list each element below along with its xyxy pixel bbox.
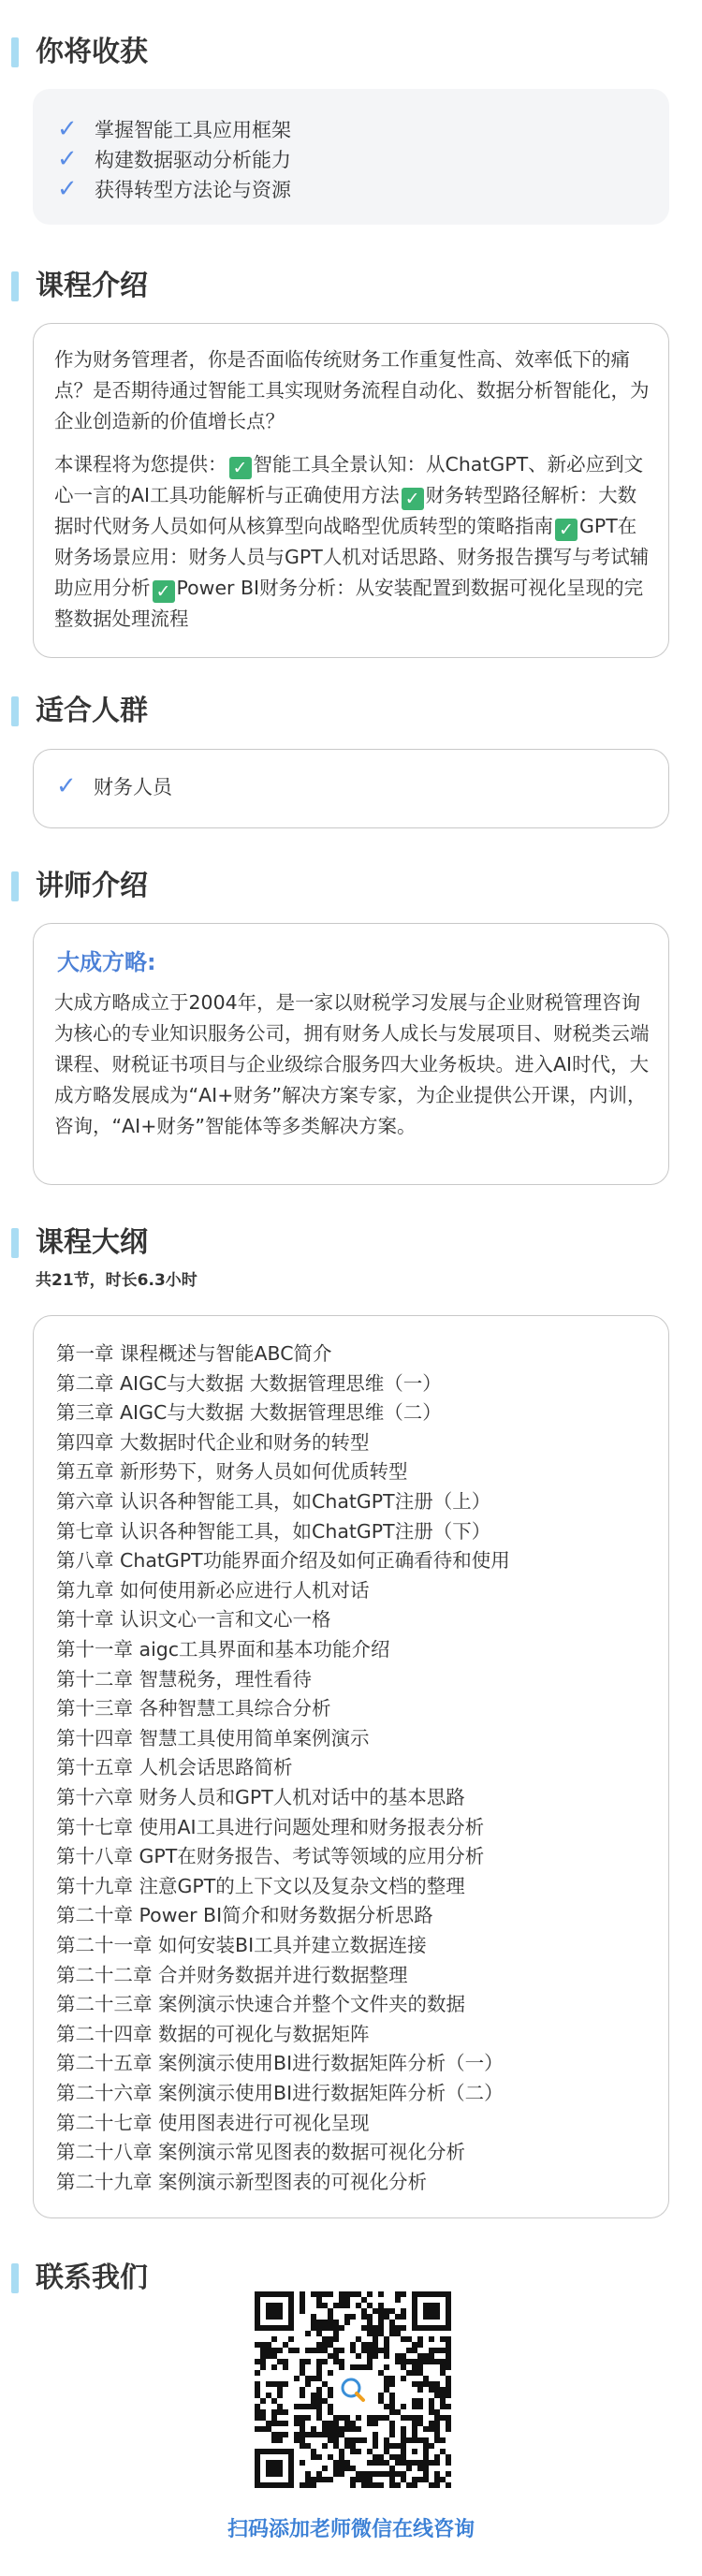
title-accent-bar bbox=[11, 2263, 19, 2293]
chapter-item: 第十七章 使用AI工具进行问题处理和财务报表分析 bbox=[56, 1815, 485, 1838]
green-check-icon: ✓ bbox=[229, 457, 252, 479]
title-accent-bar bbox=[11, 271, 19, 301]
check-icon: ✓ bbox=[57, 115, 78, 143]
chapter-item: 第二十二章 合并财务数据并进行数据整理 bbox=[56, 1963, 408, 1986]
chapter-item: 第二十八章 案例演示常见图表的数据可视化分析 bbox=[56, 2141, 466, 2164]
title-accent-bar bbox=[11, 37, 19, 67]
qr-caption: 扫码添加老师微信在线咨询 bbox=[227, 2518, 475, 2541]
audience-card bbox=[33, 749, 669, 828]
chapter-item: 第七章 认识各种智能工具，如ChatGPT注册（下） bbox=[56, 1519, 491, 1543]
chapter-item: 第二十七章 使用图表进行可视化呈现 bbox=[56, 2111, 370, 2134]
chapter-item: 第十四章 智慧工具使用简单案例演示 bbox=[56, 1726, 370, 1749]
chapter-item: 第三章 AIGC与大数据 大数据管理思维（二） bbox=[56, 1401, 442, 1425]
green-check-icon: ✓ bbox=[153, 580, 175, 603]
section-title-contact: 联系我们 bbox=[0, 2260, 702, 2297]
check-icon: ✓ bbox=[57, 145, 78, 173]
chapter-item: 第八章 ChatGPT功能界面介绍及如何正确看待和使用 bbox=[56, 1549, 510, 1573]
chapter-item: 第二十三章 案例演示快速合并整个文件夹的数据 bbox=[56, 1993, 466, 2016]
chapter-item: 第二章 AIGC与大数据 大数据管理思维（一） bbox=[56, 1371, 442, 1395]
chapter-item: 第四章 大数据时代企业和财务的转型 bbox=[56, 1430, 370, 1454]
green-check-icon: ✓ bbox=[555, 519, 578, 541]
mentor-bio: 大成方略成立于2004年，是一家以财税学习发展与企业财税管理咨询为核心的专业知识服务公司，拥有财务人成长与发展项目、财税类云端课程、财税证书项目与企业级综合服务四大业务板块。进入AI时代，大成方略发展成为“AI+财务”解决方案专家，为企业提供公开课，内训，咨询，“AI+财务”智能体等多类解决方案。 bbox=[54, 991, 650, 1137]
outline-card bbox=[33, 1315, 669, 2218]
section-title-gains: 你将收获 bbox=[0, 34, 702, 71]
mentor-card bbox=[33, 923, 669, 1185]
gain-item: ✓ 构建数据驱动分析能力 bbox=[57, 145, 291, 173]
chapter-item: 第二十五章 案例演示使用BI进行数据矩阵分析（一） bbox=[56, 2052, 504, 2075]
chapter-item: 第二十六章 案例演示使用BI进行数据矩阵分析（二） bbox=[56, 2082, 504, 2104]
chapter-item: 第十二章 智慧税务，理性看待 bbox=[56, 1667, 313, 1690]
chapter-item: 第五章 新形势下，财务人员如何优质转型 bbox=[56, 1460, 408, 1484]
chapter-item: 第九章 如何使用新必应进行人机对话 bbox=[56, 1578, 370, 1602]
audience-item: ✓ 财务人员 bbox=[56, 772, 172, 800]
chapter-item: 第十八章 GPT在财务报告、考试等领域的应用分析 bbox=[56, 1845, 485, 1868]
check-icon: ✓ bbox=[56, 772, 77, 800]
title-accent-bar bbox=[11, 871, 19, 901]
gain-item: ✓ 掌握智能工具应用框架 bbox=[57, 115, 291, 143]
title-accent-bar bbox=[11, 696, 19, 726]
intro-paragraph-1: 作为财务管理者，你是否面临传统财务工作重复性高、效率低下的痛点？是否期待通过智能工具实现财务流程自动化、数据分析智能化，为企业创造新的价值增长点？ bbox=[54, 348, 650, 432]
qr-code bbox=[255, 2291, 451, 2488]
title-accent-bar bbox=[11, 1228, 19, 1258]
section-title-outline: 课程大纲 bbox=[0, 1224, 702, 1262]
chapter-item: 第十五章 人机会话思路简析 bbox=[56, 1756, 293, 1779]
intro-card bbox=[33, 323, 669, 658]
chapter-item: 第二十章 Power BI简介和财务数据分析思路 bbox=[56, 1904, 433, 1927]
chapter-item: 第十章 认识文心一言和文心一格 bbox=[56, 1608, 331, 1632]
chapter-item: 第十三章 各种智慧工具综合分析 bbox=[56, 1697, 331, 1720]
qr-code-image bbox=[255, 2291, 451, 2488]
gains-box bbox=[33, 89, 669, 225]
section-title-intro: 课程介绍 bbox=[0, 268, 702, 305]
chapter-item: 第二十四章 数据的可视化与数据矩阵 bbox=[56, 2022, 370, 2045]
green-check-icon: ✓ bbox=[402, 488, 424, 510]
chapter-item: 第六章 认识各种智能工具，如ChatGPT注册（上） bbox=[56, 1490, 491, 1513]
chapter-item: 第十九章 注意GPT的上下文以及复杂文档的整理 bbox=[56, 1874, 465, 1897]
chapter-item: 第二十九章 案例演示新型图表的可视化分析 bbox=[56, 2170, 428, 2193]
chapter-item: 第十六章 财务人员和GPT人机对话中的基本思路 bbox=[56, 1786, 465, 1808]
chapter-item: 第十一章 aigc工具界面和基本功能介绍 bbox=[56, 1638, 390, 1661]
mentor-name: 大成方略: bbox=[57, 949, 156, 975]
section-title-mentor: 讲师介绍 bbox=[0, 868, 702, 905]
check-icon: ✓ bbox=[57, 175, 78, 203]
chapter-item: 第一章 课程概述与智能ABC简介 bbox=[56, 1342, 332, 1365]
course-count: 共21节，时长6.3小时 bbox=[36, 1271, 197, 1290]
gain-item: ✓ 获得转型方法论与资源 bbox=[57, 175, 291, 203]
section-title-audience: 适合人群 bbox=[0, 693, 702, 730]
intro-paragraph-2: 本课程将为您提供： ✓ 智能工具全景认知：从ChatGPT、新必应到文心一言的AI工具功能解析与正确使用方法 ✓ 财务转型路径解析：大数据时代财务人员如何从核算型向战略型优质转型的策略指南 ✓ GPT在财务场景应用：财务人员与GPT人机对话思路、财务报告撰写与考试辅助应用分析 ✓ Power BI财务分析：从安装配置到数据可视化呈现的完整数据处理流程 bbox=[54, 453, 650, 630]
chapter-item: 第二十一章 如何安装BI工具并建立数据连接 bbox=[56, 1934, 427, 1956]
